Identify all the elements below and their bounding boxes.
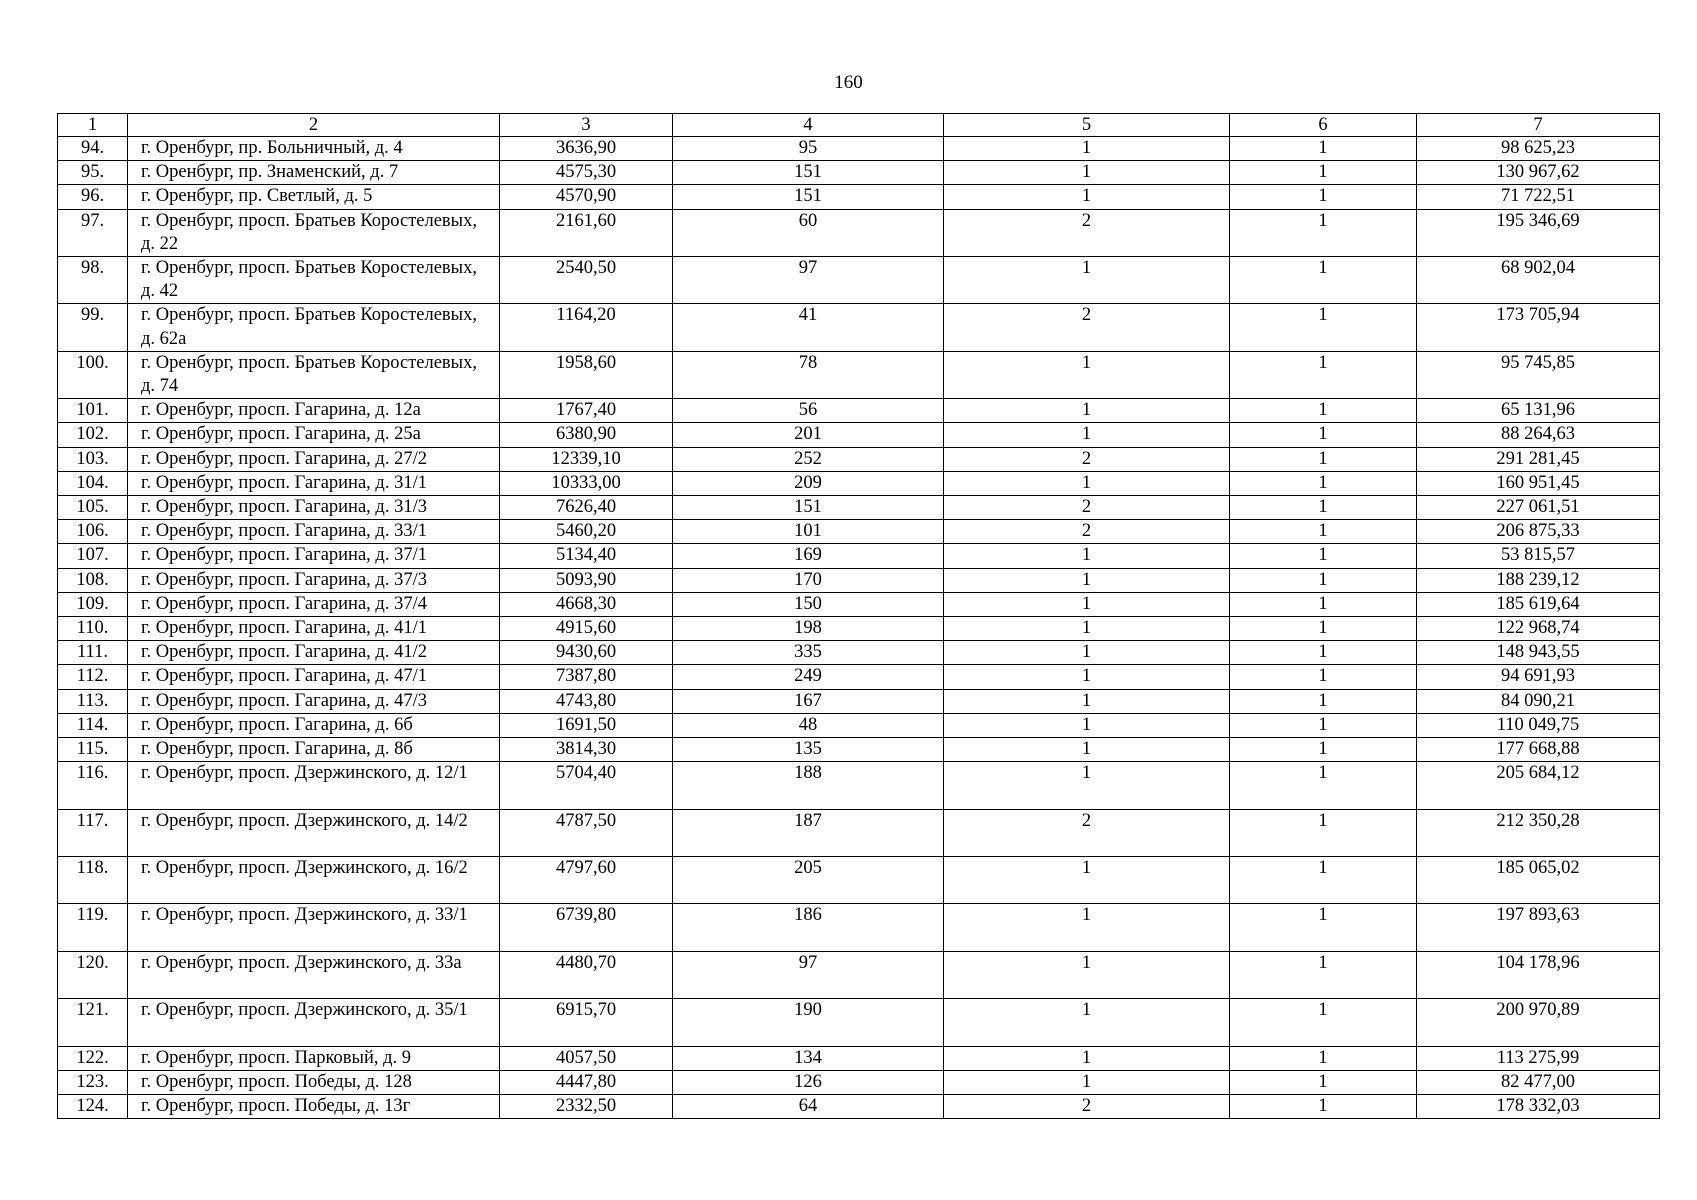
- col6-cell: 1: [1230, 161, 1417, 185]
- col5-cell: 1: [944, 641, 1230, 665]
- col4-cell: 170: [673, 568, 944, 592]
- address-cell: г. Оренбург, просп. Гагарина, д. 47/3: [128, 689, 500, 713]
- col4-cell: 187: [673, 809, 944, 856]
- col6-cell: 1: [1230, 447, 1417, 471]
- col6-cell: 1: [1230, 423, 1417, 447]
- col3-cell: 5460,20: [500, 520, 673, 544]
- col5-cell: 1: [944, 137, 1230, 161]
- col5-cell: 1: [944, 399, 1230, 423]
- row-number-cell: 109.: [58, 592, 128, 616]
- table-row: [58, 351, 1660, 398]
- row-number-cell: 122.: [58, 1046, 128, 1070]
- row-number-cell: 117.: [58, 809, 128, 856]
- col4-cell: 249: [673, 665, 944, 689]
- address-cell: г. Оренбург, просп. Гагарина, д. 31/3: [128, 496, 500, 520]
- row-number-cell: 113.: [58, 689, 128, 713]
- col3-cell: 4575,30: [500, 161, 673, 185]
- col3-cell: 6380,90: [500, 423, 673, 447]
- col6-cell: 1: [1230, 904, 1417, 951]
- col4-cell: 335: [673, 641, 944, 665]
- table-row: [58, 399, 1660, 423]
- address-cell: г. Оренбург, просп. Дзержинского, д. 16/2: [128, 857, 500, 904]
- col4-cell: 252: [673, 447, 944, 471]
- row-number-cell: 107.: [58, 544, 128, 568]
- col5-cell: 1: [944, 185, 1230, 209]
- col6-cell: 1: [1230, 617, 1417, 641]
- col7-cell: 94 691,93: [1417, 665, 1660, 689]
- col7-cell: 197 893,63: [1417, 904, 1660, 951]
- row-number-cell: 98.: [58, 257, 128, 304]
- col5-cell: 1: [944, 762, 1230, 809]
- col3-cell: 4915,60: [500, 617, 673, 641]
- col4-cell: 48: [673, 713, 944, 737]
- col6-cell: 1: [1230, 137, 1417, 161]
- col4-cell: 190: [673, 999, 944, 1046]
- col7-cell: 130 967,62: [1417, 161, 1660, 185]
- col6-cell: 1: [1230, 641, 1417, 665]
- address-cell: г. Оренбург, просп. Дзержинского, д. 14/2: [128, 809, 500, 856]
- address-cell: г. Оренбург, просп. Гагарина, д. 41/2: [128, 641, 500, 665]
- col6-cell: 1: [1230, 351, 1417, 398]
- col5-cell: 1: [944, 423, 1230, 447]
- col5-cell: 1: [944, 161, 1230, 185]
- table-row: [58, 641, 1660, 665]
- row-number-cell: 116.: [58, 762, 128, 809]
- col7-cell: 178 332,03: [1417, 1095, 1660, 1119]
- table-row: [58, 1046, 1660, 1070]
- col3-cell: 5704,40: [500, 762, 673, 809]
- row-number-cell: 111.: [58, 641, 128, 665]
- col4-cell: 56: [673, 399, 944, 423]
- col7-cell: 206 875,33: [1417, 520, 1660, 544]
- col3-cell: 2540,50: [500, 257, 673, 304]
- page-number: 160: [834, 72, 863, 93]
- table-row: [58, 999, 1660, 1046]
- table-row: [58, 809, 1660, 856]
- table-row: [58, 496, 1660, 520]
- col6-cell: 1: [1230, 471, 1417, 495]
- row-number-cell: 119.: [58, 904, 128, 951]
- column-header: 3: [500, 114, 673, 137]
- col7-cell: 195 346,69: [1417, 209, 1660, 256]
- col3-cell: 1691,50: [500, 713, 673, 737]
- row-number-cell: 104.: [58, 471, 128, 495]
- table-row: [58, 1095, 1660, 1119]
- col4-cell: 151: [673, 161, 944, 185]
- col7-cell: 185 619,64: [1417, 592, 1660, 616]
- address-cell: г. Оренбург, пр. Светлый, д. 5: [128, 185, 500, 209]
- address-cell: г. Оренбург, просп. Братьев Коростелевых, д. 22: [128, 209, 500, 256]
- row-number-cell: 124.: [58, 1095, 128, 1119]
- row-number-cell: 103.: [58, 447, 128, 471]
- col3-cell: 9430,60: [500, 641, 673, 665]
- column-header: 5: [944, 114, 1230, 137]
- col7-cell: 205 684,12: [1417, 762, 1660, 809]
- table-row: [58, 520, 1660, 544]
- col4-cell: 41: [673, 304, 944, 351]
- col4-cell: 64: [673, 1095, 944, 1119]
- col7-cell: 212 350,28: [1417, 809, 1660, 856]
- col7-cell: 88 264,63: [1417, 423, 1660, 447]
- col4-cell: 135: [673, 738, 944, 762]
- col5-cell: 2: [944, 304, 1230, 351]
- address-cell: г. Оренбург, просп. Парковый, д. 9: [128, 1046, 500, 1070]
- table-row: [58, 857, 1660, 904]
- address-cell: г. Оренбург, просп. Дзержинского, д. 35/1: [128, 999, 500, 1046]
- address-cell: г. Оренбург, просп. Дзержинского, д. 33/1: [128, 904, 500, 951]
- col7-cell: 188 239,12: [1417, 568, 1660, 592]
- table-row: [58, 1070, 1660, 1094]
- col3-cell: 6915,70: [500, 999, 673, 1046]
- col4-cell: 78: [673, 351, 944, 398]
- col5-cell: 2: [944, 520, 1230, 544]
- col6-cell: 1: [1230, 951, 1417, 998]
- row-number-cell: 108.: [58, 568, 128, 592]
- address-cell: г. Оренбург, просп. Братьев Коростелевых, д. 74: [128, 351, 500, 398]
- table-row: [58, 257, 1660, 304]
- col3-cell: 1164,20: [500, 304, 673, 351]
- col6-cell: 1: [1230, 209, 1417, 256]
- address-cell: г. Оренбург, просп. Гагарина, д. 37/1: [128, 544, 500, 568]
- table-row: [58, 137, 1660, 161]
- row-number-cell: 106.: [58, 520, 128, 544]
- col5-cell: 2: [944, 496, 1230, 520]
- col4-cell: 150: [673, 592, 944, 616]
- col5-cell: 1: [944, 257, 1230, 304]
- col6-cell: 1: [1230, 1095, 1417, 1119]
- col5-cell: 1: [944, 1070, 1230, 1094]
- col3-cell: 5134,40: [500, 544, 673, 568]
- col7-cell: 227 061,51: [1417, 496, 1660, 520]
- col6-cell: 1: [1230, 520, 1417, 544]
- col6-cell: 1: [1230, 1070, 1417, 1094]
- col5-cell: 1: [944, 689, 1230, 713]
- col3-cell: 1958,60: [500, 351, 673, 398]
- col6-cell: 1: [1230, 304, 1417, 351]
- col5-cell: 2: [944, 1095, 1230, 1119]
- col3-cell: 4447,80: [500, 1070, 673, 1094]
- col3-cell: 7626,40: [500, 496, 673, 520]
- col7-cell: 98 625,23: [1417, 137, 1660, 161]
- row-number-cell: 94.: [58, 137, 128, 161]
- col6-cell: 1: [1230, 857, 1417, 904]
- col5-cell: 1: [944, 351, 1230, 398]
- col4-cell: 126: [673, 1070, 944, 1094]
- address-cell: г. Оренбург, просп. Дзержинского, д. 33а: [128, 951, 500, 998]
- col6-cell: 1: [1230, 665, 1417, 689]
- col7-cell: 122 968,74: [1417, 617, 1660, 641]
- col6-cell: 1: [1230, 592, 1417, 616]
- table-row: [58, 447, 1660, 471]
- table-row: [58, 689, 1660, 713]
- table-row: [58, 665, 1660, 689]
- col7-cell: 148 943,55: [1417, 641, 1660, 665]
- table-row: [58, 592, 1660, 616]
- col3-cell: 10333,00: [500, 471, 673, 495]
- col4-cell: 198: [673, 617, 944, 641]
- col4-cell: 134: [673, 1046, 944, 1070]
- col7-cell: 173 705,94: [1417, 304, 1660, 351]
- col3-cell: 4668,30: [500, 592, 673, 616]
- col4-cell: 151: [673, 496, 944, 520]
- column-header: 2: [128, 114, 500, 137]
- col4-cell: 95: [673, 137, 944, 161]
- data-table: [57, 113, 1660, 1119]
- col3-cell: 4787,50: [500, 809, 673, 856]
- table-row: [58, 713, 1660, 737]
- col4-cell: 167: [673, 689, 944, 713]
- table-row: [58, 762, 1660, 809]
- address-cell: г. Оренбург, просп. Гагарина, д. 33/1: [128, 520, 500, 544]
- address-cell: г. Оренбург, просп. Гагарина, д. 27/2: [128, 447, 500, 471]
- col7-cell: 65 131,96: [1417, 399, 1660, 423]
- row-number-cell: 101.: [58, 399, 128, 423]
- row-number-cell: 97.: [58, 209, 128, 256]
- col3-cell: 2332,50: [500, 1095, 673, 1119]
- col7-cell: 68 902,04: [1417, 257, 1660, 304]
- col4-cell: 169: [673, 544, 944, 568]
- col7-cell: 84 090,21: [1417, 689, 1660, 713]
- col6-cell: 1: [1230, 257, 1417, 304]
- col7-cell: 82 477,00: [1417, 1070, 1660, 1094]
- col7-cell: 53 815,57: [1417, 544, 1660, 568]
- row-number-cell: 123.: [58, 1070, 128, 1094]
- table-row: [58, 185, 1660, 209]
- col5-cell: 1: [944, 738, 1230, 762]
- table-body: [58, 137, 1660, 1119]
- col6-cell: 1: [1230, 689, 1417, 713]
- table-row: [58, 209, 1660, 256]
- col5-cell: 2: [944, 209, 1230, 256]
- row-number-cell: 95.: [58, 161, 128, 185]
- column-header: 4: [673, 114, 944, 137]
- col5-cell: 2: [944, 447, 1230, 471]
- table-row: [58, 304, 1660, 351]
- col3-cell: 4480,70: [500, 951, 673, 998]
- row-number-cell: 105.: [58, 496, 128, 520]
- col3-cell: 4570,90: [500, 185, 673, 209]
- col5-cell: 2: [944, 809, 1230, 856]
- row-number-cell: 99.: [58, 304, 128, 351]
- col3-cell: 2161,60: [500, 209, 673, 256]
- col4-cell: 151: [673, 185, 944, 209]
- col5-cell: 1: [944, 592, 1230, 616]
- col4-cell: 97: [673, 951, 944, 998]
- col3-cell: 1767,40: [500, 399, 673, 423]
- col3-cell: 6739,80: [500, 904, 673, 951]
- address-cell: г. Оренбург, просп. Гагарина, д. 47/1: [128, 665, 500, 689]
- col6-cell: 1: [1230, 809, 1417, 856]
- row-number-cell: 120.: [58, 951, 128, 998]
- col7-cell: 291 281,45: [1417, 447, 1660, 471]
- table-row: [58, 738, 1660, 762]
- column-header: 6: [1230, 114, 1417, 137]
- col5-cell: 1: [944, 471, 1230, 495]
- col5-cell: 1: [944, 951, 1230, 998]
- address-cell: г. Оренбург, пр. Знаменский, д. 7: [128, 161, 500, 185]
- address-cell: г. Оренбург, просп. Победы, д. 13г: [128, 1095, 500, 1119]
- col5-cell: 1: [944, 999, 1230, 1046]
- address-cell: г. Оренбург, пр. Больничный, д. 4: [128, 137, 500, 161]
- table-row: [58, 423, 1660, 447]
- col5-cell: 1: [944, 1046, 1230, 1070]
- col7-cell: 160 951,45: [1417, 471, 1660, 495]
- col4-cell: 188: [673, 762, 944, 809]
- col5-cell: 1: [944, 665, 1230, 689]
- col6-cell: 1: [1230, 1046, 1417, 1070]
- address-cell: г. Оренбург, просп. Дзержинского, д. 12/1: [128, 762, 500, 809]
- col4-cell: 186: [673, 904, 944, 951]
- address-cell: г. Оренбург, просп. Гагарина, д. 6б: [128, 713, 500, 737]
- col4-cell: 209: [673, 471, 944, 495]
- col6-cell: 1: [1230, 544, 1417, 568]
- col3-cell: 4797,60: [500, 857, 673, 904]
- address-cell: г. Оренбург, просп. Гагарина, д. 8б: [128, 738, 500, 762]
- col3-cell: 3814,30: [500, 738, 673, 762]
- header-row: [58, 114, 1660, 137]
- col5-cell: 1: [944, 544, 1230, 568]
- col6-cell: 1: [1230, 568, 1417, 592]
- row-number-cell: 114.: [58, 713, 128, 737]
- col6-cell: 1: [1230, 496, 1417, 520]
- col7-cell: 113 275,99: [1417, 1046, 1660, 1070]
- table-row: [58, 544, 1660, 568]
- row-number-cell: 110.: [58, 617, 128, 641]
- column-header: 1: [58, 114, 128, 137]
- row-number-cell: 115.: [58, 738, 128, 762]
- col6-cell: 1: [1230, 738, 1417, 762]
- address-cell: г. Оренбург, просп. Гагарина, д. 25а: [128, 423, 500, 447]
- col3-cell: 3636,90: [500, 137, 673, 161]
- col7-cell: 104 178,96: [1417, 951, 1660, 998]
- table-row: [58, 951, 1660, 998]
- table-row: [58, 471, 1660, 495]
- row-number-cell: 102.: [58, 423, 128, 447]
- col6-cell: 1: [1230, 762, 1417, 809]
- address-cell: г. Оренбург, просп. Братьев Коростелевых, д. 62а: [128, 304, 500, 351]
- row-number-cell: 118.: [58, 857, 128, 904]
- address-cell: г. Оренбург, просп. Гагарина, д. 31/1: [128, 471, 500, 495]
- col4-cell: 101: [673, 520, 944, 544]
- col4-cell: 205: [673, 857, 944, 904]
- col6-cell: 1: [1230, 399, 1417, 423]
- col6-cell: 1: [1230, 713, 1417, 737]
- col7-cell: 185 065,02: [1417, 857, 1660, 904]
- table-row: [58, 161, 1660, 185]
- col3-cell: 12339,10: [500, 447, 673, 471]
- address-cell: г. Оренбург, просп. Гагарина, д. 41/1: [128, 617, 500, 641]
- col4-cell: 60: [673, 209, 944, 256]
- col7-cell: 177 668,88: [1417, 738, 1660, 762]
- row-number-cell: 121.: [58, 999, 128, 1046]
- table-row: [58, 617, 1660, 641]
- address-cell: г. Оренбург, просп. Победы, д. 128: [128, 1070, 500, 1094]
- row-number-cell: 100.: [58, 351, 128, 398]
- col3-cell: 4057,50: [500, 1046, 673, 1070]
- col4-cell: 97: [673, 257, 944, 304]
- col5-cell: 1: [944, 617, 1230, 641]
- column-header: 7: [1417, 114, 1660, 137]
- row-number-cell: 96.: [58, 185, 128, 209]
- col6-cell: 1: [1230, 185, 1417, 209]
- address-cell: г. Оренбург, просп. Гагарина, д. 37/4: [128, 592, 500, 616]
- address-cell: г. Оренбург, просп. Гагарина, д. 37/3: [128, 568, 500, 592]
- col3-cell: 5093,90: [500, 568, 673, 592]
- col7-cell: 95 745,85: [1417, 351, 1660, 398]
- col7-cell: 110 049,75: [1417, 713, 1660, 737]
- col5-cell: 1: [944, 568, 1230, 592]
- address-cell: г. Оренбург, просп. Братьев Коростелевых, д. 42: [128, 257, 500, 304]
- col7-cell: 71 722,51: [1417, 185, 1660, 209]
- table-row: [58, 568, 1660, 592]
- col3-cell: 7387,80: [500, 665, 673, 689]
- col6-cell: 1: [1230, 999, 1417, 1046]
- col5-cell: 1: [944, 857, 1230, 904]
- row-number-cell: 112.: [58, 665, 128, 689]
- col7-cell: 200 970,89: [1417, 999, 1660, 1046]
- col5-cell: 1: [944, 904, 1230, 951]
- table-row: [58, 904, 1660, 951]
- col4-cell: 201: [673, 423, 944, 447]
- address-cell: г. Оренбург, просп. Гагарина, д. 12а: [128, 399, 500, 423]
- col5-cell: 1: [944, 713, 1230, 737]
- col3-cell: 4743,80: [500, 689, 673, 713]
